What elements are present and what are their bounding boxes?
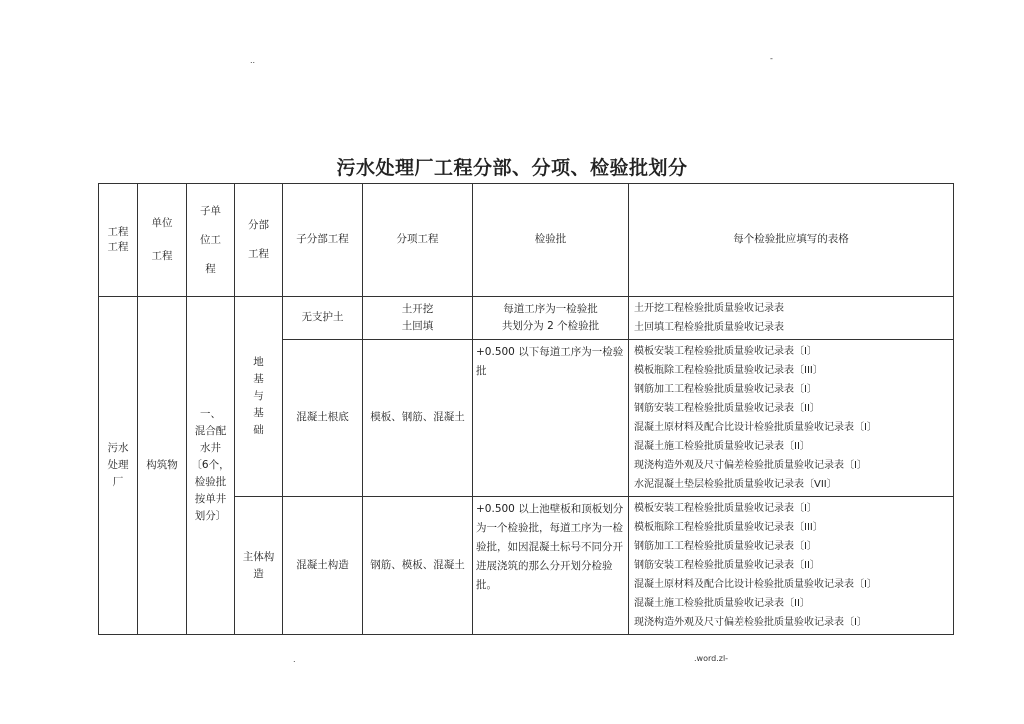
list-item: 钢筋安装工程检验批质量验收记录表〔II〕 (634, 403, 820, 414)
list-item: 水泥混凝土垫层检验批质量验收记录表〔VII〕 (634, 479, 837, 490)
list-item: 钢筋安装工程检验批质量验收记录表〔II〕 (634, 560, 820, 571)
page-mark-bottom-right: .word.zl- (694, 654, 729, 663)
list-item: 模板安装工程检验批质量验收记录表〔I〕 (634, 503, 817, 514)
batch-cell: 每道工序为一检验批 共划分为 2 个检验批 (473, 297, 629, 340)
list-item: 现浇构造外观及尺寸偏差检验批质量验收记录表〔I〕 (634, 617, 867, 628)
header-row (99, 184, 954, 297)
unit-project-cell: 构筑物 (138, 297, 187, 635)
header-subdivision: 子分部工程 (283, 184, 363, 297)
batch-cell: +0.500 以下每道工序为一检验批 (473, 340, 629, 497)
page-mark-top-right: - (770, 54, 773, 63)
list-item: 模板瓶除工程检验批质量验收记录表〔III〕 (634, 365, 823, 376)
list-item: 钢筋加工工程检验批质量验收记录表〔I〕 (634, 541, 817, 552)
header-item: 分项工程 (363, 184, 473, 297)
page-mark-bottom-left: . (293, 655, 296, 664)
header-division: 分部 工程 (235, 184, 283, 297)
batch-cell: +0.500 以上池壁板和顶板划分为一个检验批，每道工序为一检验批，如因混凝土标号不同分开进展浇筑的那么分开划分检验批。 (473, 497, 629, 635)
list-item: 钢筋加工工程检验批质量验收记录表〔I〕 (634, 384, 817, 395)
division-main-structure-cell: 主体构 造 (235, 497, 283, 635)
header-forms: 每个检验批应填写的表格 (629, 184, 954, 297)
page-mark-top-left: .. (250, 56, 256, 65)
subdivision-cell: 无支护土 (283, 297, 363, 340)
division-table (98, 183, 954, 635)
item-cell: 钢筋、模板、混凝土 (363, 497, 473, 635)
document-title: 污水处理厂工程分部、分项、检验批划分 (336, 157, 688, 179)
list-item: 土开挖工程检验批质量验收记录表 (634, 303, 784, 314)
header-inspection-batch: 检验批 (473, 184, 629, 297)
list-item: 混凝土施工检验批质量验收记录表〔II〕 (634, 441, 810, 452)
item-cell: 模板、钢筋、混凝土 (363, 340, 473, 497)
header-sub-unit-project: 子单 位工 程 (187, 184, 235, 297)
list-item: 土回填工程检验批质量验收记录表 (634, 322, 784, 333)
list-item: 模板瓶除工程检验批质量验收记录表〔III〕 (634, 522, 823, 533)
header-project: 工程 工程 (99, 184, 138, 297)
subdivision-cell: 混凝土构造 (283, 497, 363, 635)
item-cell: 土开挖 土回填 (363, 297, 473, 340)
header-unit-project: 单位 工程 (138, 184, 187, 297)
list-item: 混凝土原材料及配合比设计检验批质量验收记录表〔I〕 (634, 422, 877, 433)
division-foundation-cell: 地 基 与 基 础 (235, 297, 283, 497)
list-item: 现浇构造外观及尺寸偏差检验批质量验收记录表〔I〕 (634, 460, 867, 471)
table-row (99, 297, 954, 340)
list-item: 混凝土施工检验批质量验收记录表〔II〕 (634, 598, 810, 609)
sub-unit-project-cell: 一、 混合配 水井 〔6个， 检验批 按单井 划分〕 (187, 297, 235, 635)
list-item: 混凝土原材料及配合比设计检验批质量验收记录表〔I〕 (634, 579, 877, 590)
list-item: 模板安装工程检验批质量验收记录表〔I〕 (634, 346, 817, 357)
forms-cell (629, 340, 954, 497)
project-cell: 污水 处理 厂 (99, 297, 138, 635)
forms-cell (629, 497, 954, 635)
forms-cell (629, 297, 954, 340)
subdivision-cell: 混凝土根底 (283, 340, 363, 497)
